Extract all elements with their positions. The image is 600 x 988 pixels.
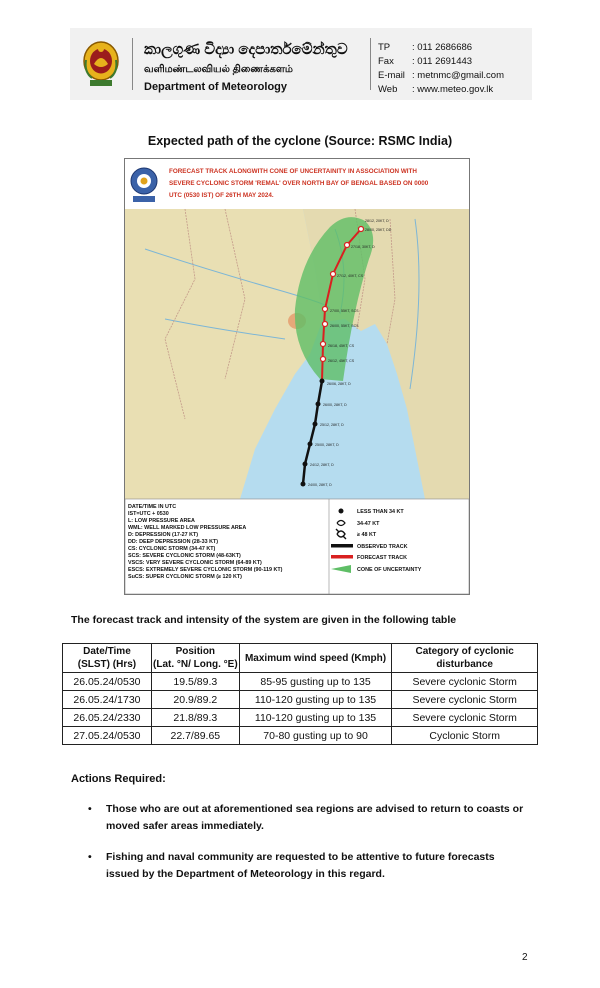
legend-text: FORECAST TRACK — [357, 555, 408, 561]
cyclone-track-map — [124, 158, 470, 595]
track-label: 28/12, 20KT, D — [365, 219, 389, 223]
header-divider — [132, 38, 133, 90]
cell-position: 19.5/89.3 — [151, 673, 239, 691]
contact-details — [378, 41, 504, 97]
legend-text: VSCS: VERY SEVERE CYCLONIC STORM (64-89 KT) — [128, 560, 262, 566]
bullet-icon: • — [88, 851, 92, 863]
track-label: 27/00, 55KT, SCS — [330, 309, 359, 313]
legend-text: D: DEPRESSION (17-27 KT) — [128, 532, 199, 538]
contact-row: TP : 011 2686686 — [378, 42, 473, 53]
forecast-table — [62, 643, 538, 745]
section-title: Expected path of the cyclone (Source: RSMC India) — [147, 134, 453, 148]
legend-text: LESS THAN 34 KT — [357, 509, 404, 515]
table-row — [63, 727, 538, 745]
legend-text: CS: CYCLONIC STORM (34-47 KT) — [128, 546, 216, 552]
cell-wind-speed: 110-120 gusting up to 135 — [239, 709, 392, 727]
actions-title: Actions Required: — [71, 773, 166, 785]
track-label: 26/12, 45KT, CS — [328, 359, 355, 363]
bullet-icon: • — [88, 803, 92, 815]
map-banner-line: FORECAST TRACK ALONGWITH CONE OF UNCERTAINITY IN ASSOCIATION WITH — [169, 168, 417, 175]
cell-category: Severe cyclonic Storm — [392, 673, 538, 691]
cell-datetime: 27.05.24/0530 — [63, 727, 152, 745]
cell-datetime: 26.05.24/1730 — [63, 691, 152, 709]
cell-wind-speed: 110-120 gusting up to 135 — [239, 691, 392, 709]
forecast-track-swatch — [331, 555, 353, 559]
department-name-tamil: வளிமண்டலவியல் திணைக்களம் — [144, 64, 293, 75]
track-label: 26/06, 28KT, D — [327, 382, 351, 386]
table-row — [63, 709, 538, 727]
cell-position: 21.8/89.3 — [151, 709, 239, 727]
sri-lanka-emblem-icon — [80, 36, 122, 92]
track-label: 27/18, 30KT, D — [351, 245, 375, 249]
contact-row: E-mail : metnmc@gmail.com — [378, 70, 504, 81]
letterhead — [70, 28, 532, 100]
contact-row: Fax : 011 2691443 — [378, 56, 473, 67]
track-label: 25/00, 28KT, D — [315, 443, 339, 447]
cell-datetime: 26.05.24/2330 — [63, 709, 152, 727]
legend-text: DATE/TIME IN UTC — [128, 504, 177, 510]
legend-text: SuCS: SUPER CYCLONIC STORM (≥ 120 KT) — [128, 574, 242, 580]
cell-datetime: 26.05.24/0530 — [63, 673, 152, 691]
table-intro: The forecast track and intensity of the system are given in the following table — [71, 614, 457, 626]
header-category: Category of cyclonic disturbance — [392, 644, 538, 673]
map-banner-line: SEVERE CYCLONIC STORM 'REMAL' OVER NORTH BAY OF BENGAL BASED ON 0000 — [169, 180, 429, 187]
map-banner-line: UTC (0530 IST) OF 26TH MAY 2024. — [169, 192, 274, 199]
legend-text: IST=UTC + 0530 — [128, 511, 169, 517]
track-label: 26/18, 45KT, CS — [328, 344, 355, 348]
cell-category: Cyclonic Storm — [392, 727, 538, 745]
header-position: Position (Lat. °N/ Long. °E) — [151, 644, 239, 673]
department-name-sinhala: කාලගුණ විද්‍යා දෙපාර්තමේන්තුව — [144, 41, 348, 58]
cell-category: Severe cyclonic Storm — [392, 691, 538, 709]
table-row — [63, 691, 538, 709]
cell-position: 20.9/89.2 — [151, 691, 239, 709]
legend-text: WML: WELL MARKED LOW PRESSURE AREA — [128, 525, 247, 531]
department-name-english: Department of Meteorology — [144, 81, 288, 93]
track-label: 24/12, 28KT, D — [310, 463, 334, 467]
table-row — [63, 673, 538, 691]
observed-track-swatch — [331, 544, 353, 548]
low-intensity-dot-icon — [339, 509, 344, 514]
header-divider — [370, 38, 371, 90]
legend-text: L: LOW PRESSURE AREA — [128, 518, 195, 524]
legend-text: SCS: SEVERE CYCLONIC STORM (48-63KT) — [128, 553, 241, 559]
track-label: 27/12, 40KT, CS — [337, 274, 364, 278]
cell-position: 22.7/89.65 — [151, 727, 239, 745]
page-number: 2 — [522, 952, 528, 963]
track-label: 26/00, 28KT, D — [323, 403, 347, 407]
track-label: 25/12, 28KT, D — [320, 423, 344, 427]
track-label: 28/00, 25KT, DD — [365, 228, 392, 232]
legend-text: OBSERVED TRACK — [357, 544, 408, 550]
header-wind-speed: Maximum wind speed (Kmph) — [239, 644, 392, 673]
header-datetime: Date/Time (SLST) (Hrs) — [63, 644, 152, 673]
table-header-row — [63, 644, 538, 673]
imd-logo-icon — [131, 168, 157, 202]
legend-text: DD: DEEP DEPRESSION (28-33 KT) — [128, 539, 219, 545]
cell-wind-speed: 85-95 gusting up to 135 — [239, 673, 392, 691]
track-label: 26/00, 55KT, SCS — [330, 324, 359, 328]
cell-wind-speed: 70-80 gusting up to 90 — [239, 727, 392, 745]
legend-text: ≥ 48 KT — [357, 532, 377, 538]
contact-row: Web : www.meteo.gov.lk — [378, 84, 494, 95]
cell-category: Severe cyclonic Storm — [392, 709, 538, 727]
legend-text: ESCS: EXTREMELY SEVERE CYCLONIC STORM (90-119 KT) — [128, 567, 283, 573]
legend-text: CONE OF UNCERTAINTY — [357, 567, 422, 573]
track-label: 24/00, 28KT, D — [308, 483, 332, 487]
legend-text: 34-47 KT — [357, 521, 380, 527]
